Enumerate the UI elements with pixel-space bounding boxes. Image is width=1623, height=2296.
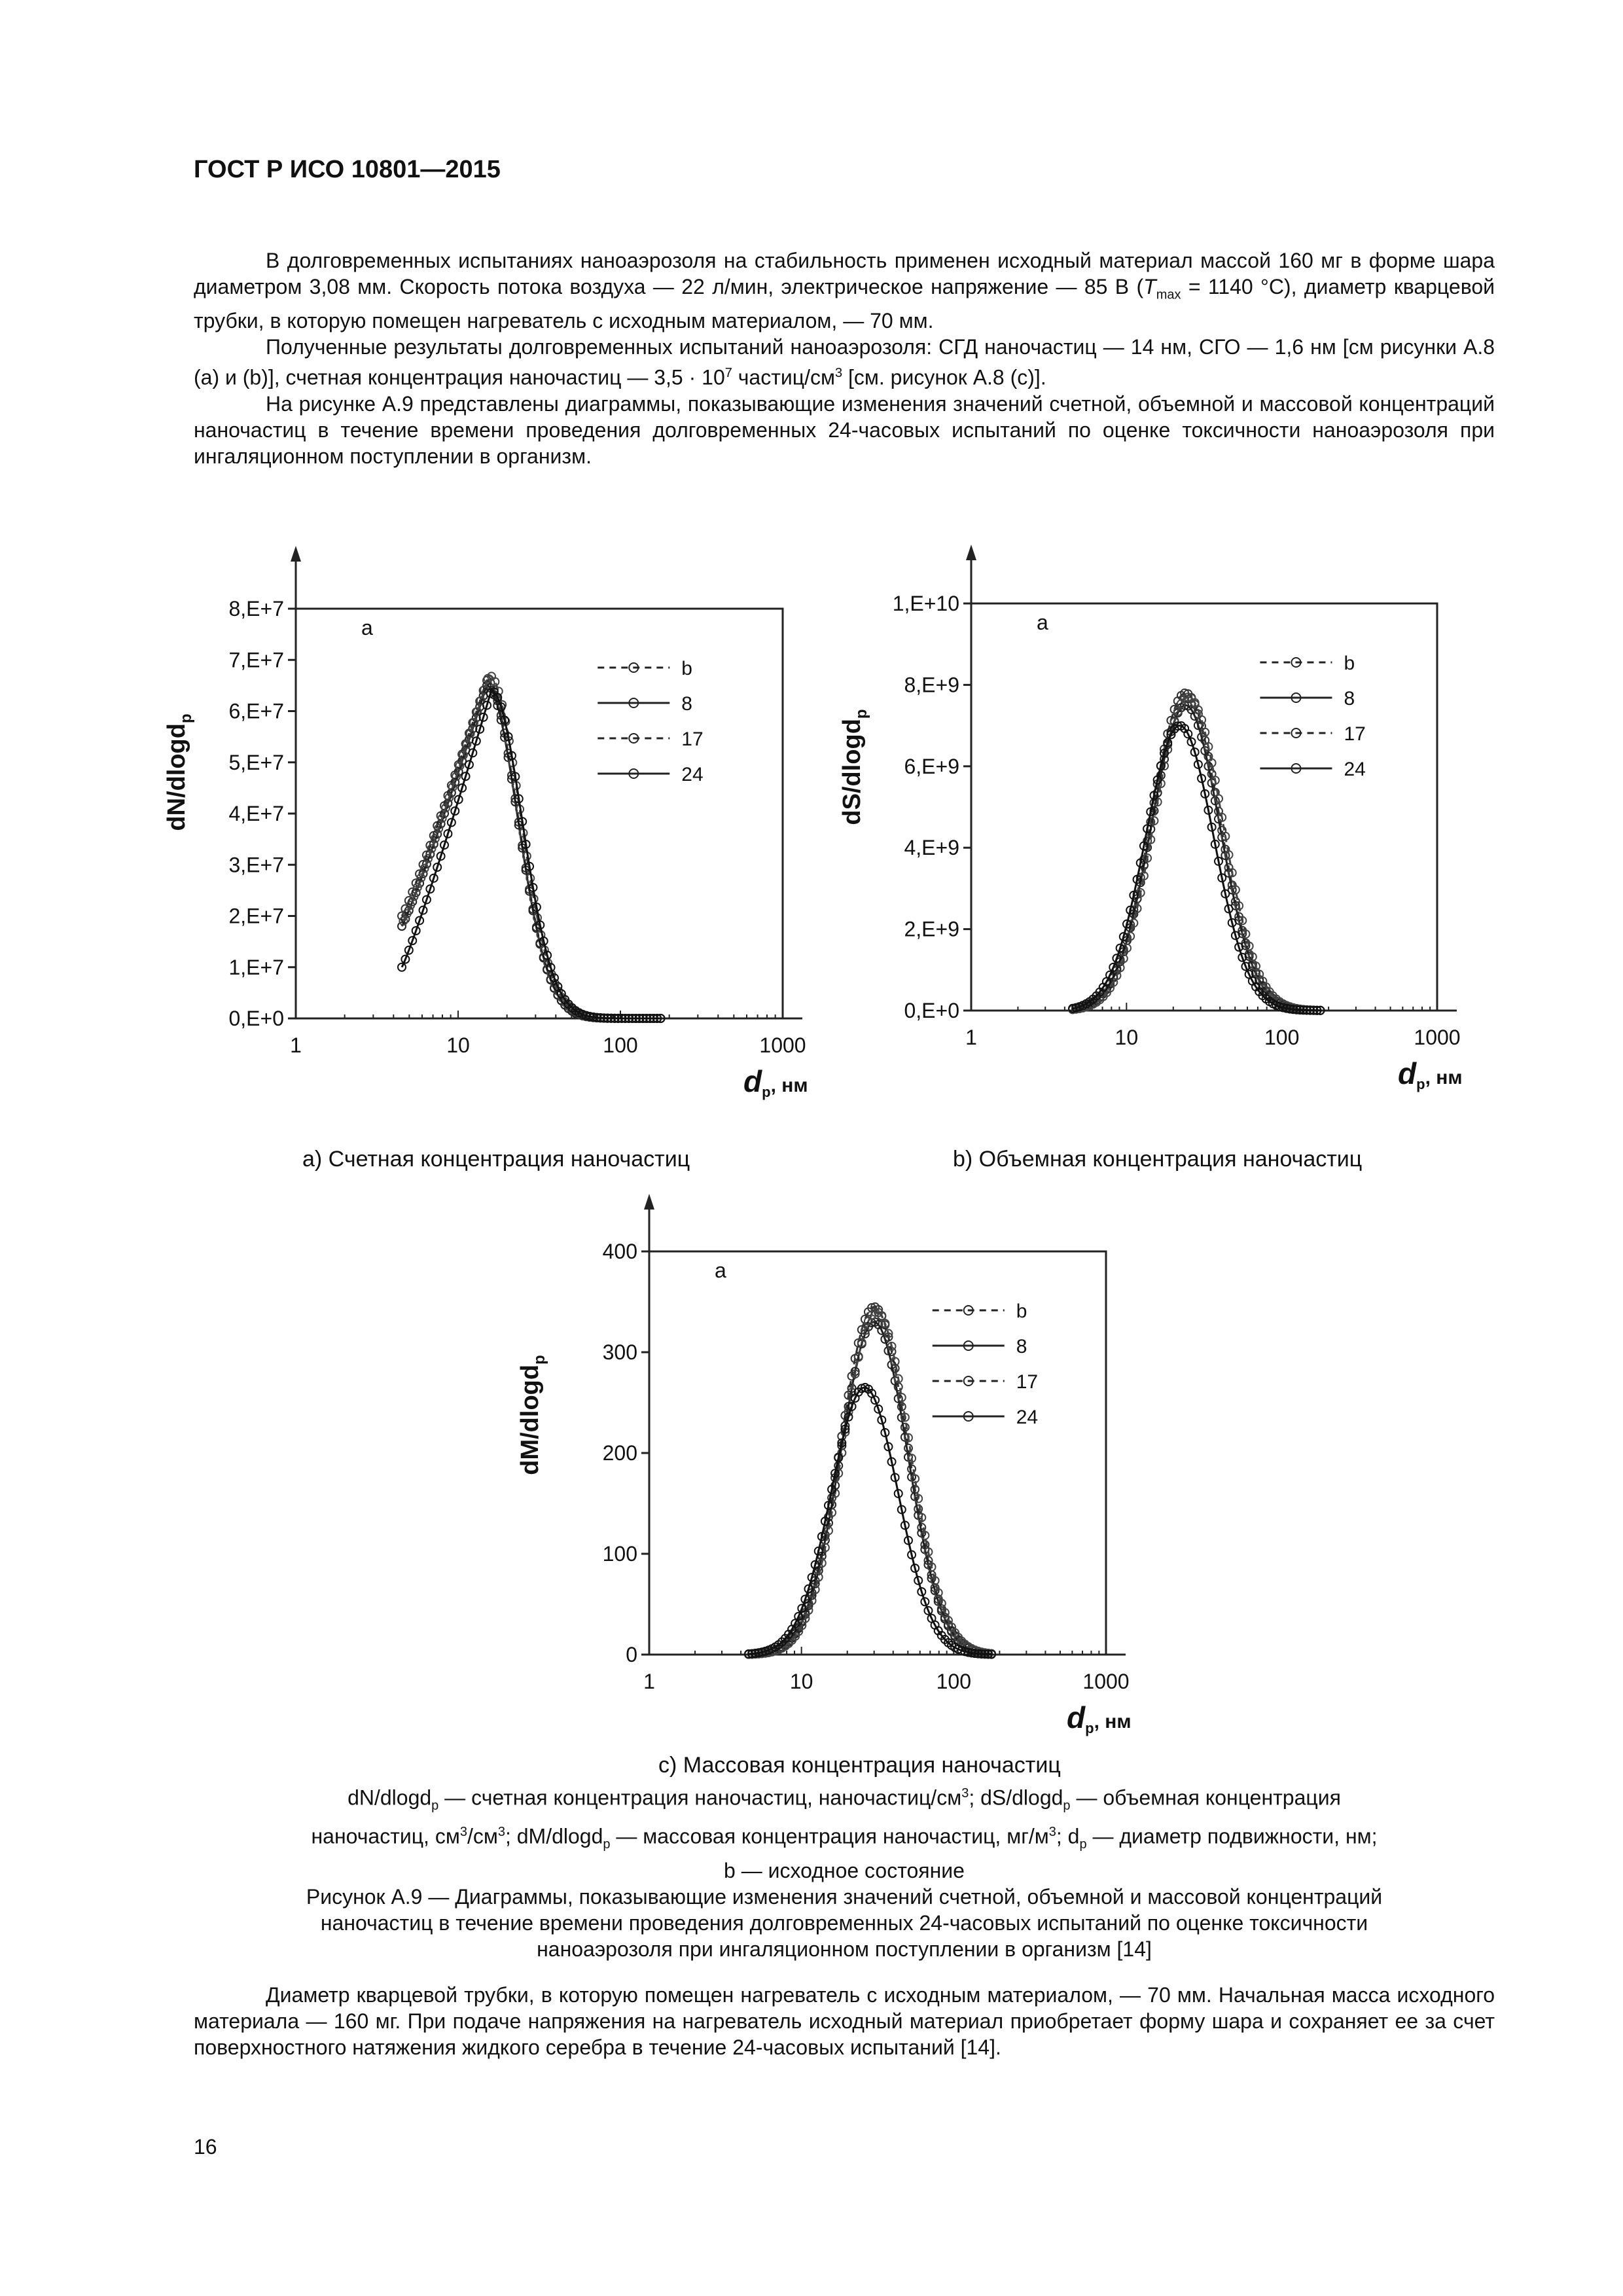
- x-tick-label: 100: [1264, 1026, 1300, 1049]
- legend-label: b: [1344, 653, 1355, 674]
- series-b: [745, 1303, 995, 1659]
- x-axis-label: [743, 1064, 808, 1100]
- y-tick-label: 300: [602, 1340, 637, 1364]
- intro-paragraph-2: Полученные результаты долговременных испытаний наноаэрозоля: СГД наночастиц — 14 нм, СГО — 1,6 нм [см рисунки А.8 (а) и (b)], счетная концентрация наночастиц — $3,5 \cdot 10^7$ частиц/$см^3$ [см. рисунок А.8 (с)].: [194, 335, 1495, 390]
- series-line: [403, 675, 662, 1018]
- series-b: [398, 677, 665, 1022]
- x-axis-label-sub: p: [1416, 1076, 1425, 1092]
- x-tick-label: 100: [936, 1670, 972, 1693]
- y-tick-label: 8,E+9: [904, 673, 959, 697]
- intro-paragraph-3: На рисунке А.9 представлены диаграммы, показывающие изменения значений счетной, объемной и массовой концентраций наночастиц в течение времени проведения долговременных 24-часовых испытаний по оценке токсичности наноаэрозоля при ингаляционном поступлении в организм.: [194, 392, 1495, 469]
- legend-label: 24: [681, 764, 704, 785]
- legend-label: 8: [1344, 688, 1355, 709]
- series-line: [402, 691, 662, 1018]
- series-17: [1069, 693, 1324, 1014]
- y-tick-label: 1,E+10: [892, 592, 959, 615]
- legend-label: 17: [1016, 1371, 1039, 1393]
- figure-title-3: наноаэрозоля при ингаляционном поступлении в организм [14]: [537, 1937, 1152, 1962]
- y-tick-label: 400: [602, 1240, 637, 1263]
- y-tick-label: 4,E+7: [228, 802, 284, 825]
- y-tick-label: 3,E+7: [228, 853, 284, 877]
- x-axis-label-main: d: [743, 1064, 762, 1098]
- legend-line-3: b — исходное состояние: [724, 1859, 965, 1883]
- y-tick-label: 1,E+7: [228, 955, 284, 979]
- series-8: [745, 1318, 995, 1659]
- series-24: [1069, 722, 1324, 1014]
- series-line: [1073, 697, 1321, 1011]
- x-axis-label-unit: , нм: [1094, 1711, 1132, 1732]
- outro-paragraph: Диаметр кварцевой трубки, в которую помещен нагреватель с исходным материалом, — 70 мм. Начальная масса исходного материала — 160 мг. При подаче напряжения на нагреватель исходный материал приобретает форму шара и сохраняет ее за счет поверхностного натяжения жидкого серебра в течение 24-часовых испытаний [14].: [194, 1983, 1495, 2059]
- x-tick-label: 10: [446, 1033, 470, 1057]
- figure-title-2: наночастиц в течение времени проведения долговременных 24-часовых испытаний по оценке токсичности: [320, 1911, 1368, 1935]
- x-tick-label: 1: [965, 1026, 977, 1049]
- figure-title-1: Рисунок А.9 — Диаграммы, показывающие изменения значений счетной, объемной и массовой концентраций: [306, 1885, 1383, 1909]
- y-axis-label-main: dM/dlogd: [516, 1364, 544, 1475]
- y-tick-label: 7,E+7: [228, 648, 284, 672]
- legend-label: b: [1016, 1300, 1027, 1322]
- document-header: ГОСТ Р ИСО 10801—2015: [194, 156, 501, 183]
- series-17: [399, 672, 664, 1022]
- y-axis-arrow: [644, 1194, 654, 1210]
- chart-2: [838, 545, 1463, 1092]
- x-tick-label: 10: [789, 1670, 813, 1693]
- x-axis-label-unit: , нм: [770, 1075, 808, 1096]
- caption-b: b) Объемная концентрация наночастиц: [953, 1147, 1363, 1172]
- x-tick-label: 1000: [1082, 1670, 1130, 1693]
- legend-label: 17: [681, 728, 704, 750]
- panel-letter: a: [715, 1259, 726, 1282]
- y-tick-label: 0,E+0: [228, 1007, 284, 1030]
- series-line: [749, 1388, 993, 1655]
- legend-line-2: наночастиц, $см^3/см^3$; dM/dlogd$_р$ — массовая концентрация наночастиц, $мг/м^3$; $d_р$ — диаметр подвижности, нм;: [311, 1824, 1378, 1852]
- chart-legend: [933, 1300, 1038, 1428]
- x-axis-label-sub: p: [762, 1084, 771, 1100]
- chart-1: [163, 546, 808, 1100]
- legend-label: 8: [1016, 1336, 1027, 1357]
- y-axis-label: [163, 713, 195, 831]
- y-tick-label: 4,E+9: [904, 836, 959, 860]
- y-axis-label-sub: p: [177, 713, 195, 724]
- x-tick-label: 1000: [759, 1033, 806, 1057]
- x-axis-label-main: d: [1398, 1056, 1417, 1090]
- y-tick-label: 6,E+7: [228, 699, 284, 723]
- y-axis-label-main: dN/dlogd: [163, 723, 190, 831]
- x-axis-label-main: d: [1067, 1700, 1086, 1734]
- chart-legend: [1260, 653, 1365, 780]
- x-tick-label: 100: [603, 1033, 638, 1057]
- x-tick-label: 1: [643, 1670, 655, 1693]
- series-17: [745, 1308, 995, 1659]
- y-tick-label: 200: [602, 1441, 637, 1465]
- series-line: [402, 681, 662, 1018]
- y-tick-label: 8,E+7: [228, 597, 284, 620]
- x-tick-label: 1000: [1414, 1026, 1461, 1049]
- legend-label: 24: [1016, 1407, 1039, 1428]
- legend-label: 8: [681, 693, 692, 715]
- caption-a: а) Счетная концентрация наночастиц: [302, 1147, 690, 1172]
- x-axis-label-unit: , нм: [1425, 1067, 1463, 1088]
- series-8: [398, 681, 665, 1022]
- y-axis-arrow: [966, 545, 976, 560]
- chart-legend: [597, 658, 703, 785]
- y-axis-label-sub: p: [531, 1355, 548, 1365]
- legend-line-1: dN/dlogd$_р$ — счетная концентрация наночастиц, наночастиц/$см^3$; dS/dlogd$_р$ — объемная концентрация: [348, 1785, 1341, 1814]
- panel-letter: a: [361, 616, 373, 639]
- y-tick-label: 2,E+9: [904, 917, 959, 941]
- y-tick-label: 6,E+9: [904, 754, 959, 778]
- legend-label: 24: [1344, 759, 1366, 780]
- y-axis-label-sub: p: [853, 709, 870, 719]
- x-tick-label: 1: [290, 1033, 302, 1057]
- outro-text: [194, 1982, 1495, 2060]
- series-line: [749, 1307, 993, 1655]
- x-axis-label: [1067, 1700, 1132, 1736]
- series-24: [745, 1384, 995, 1659]
- y-axis-label: [516, 1355, 548, 1475]
- caption-c: с) Массовая концентрация наночастиц: [658, 1753, 1061, 1778]
- y-tick-label: 100: [602, 1542, 637, 1566]
- legend-label: b: [681, 658, 692, 679]
- plot-frame: [971, 603, 1437, 1011]
- y-axis-arrow: [291, 546, 301, 562]
- page-number: 16: [194, 2135, 217, 2159]
- y-tick-label: 0,E+0: [904, 999, 959, 1022]
- x-axis-label-sub: p: [1085, 1720, 1094, 1736]
- y-axis-label-main: dS/dlogd: [838, 719, 866, 825]
- y-tick-label: 2,E+7: [228, 904, 284, 928]
- series-b: [1069, 689, 1324, 1014]
- y-tick-label: 0: [626, 1643, 637, 1666]
- chart-3: [516, 1194, 1132, 1736]
- y-axis-label: [838, 709, 870, 825]
- x-tick-label: 10: [1115, 1026, 1139, 1049]
- series-line: [749, 1312, 993, 1654]
- legend-label: 17: [1344, 723, 1366, 745]
- figure-legend: [194, 1780, 1495, 1962]
- series-line: [749, 1322, 993, 1655]
- intro-paragraph-1: В долговременных испытаниях наноаэрозоля на стабильность применен исходный материал массой 160 мг в форме шара диаметром 3,08 мм. Скорость потока воздуха — 22 л/мин, электрическое напряжение — 85 В ($T_{max} = 1140$ °С), диаметр кварцевой трубки, в которую помещен нагреватель с исходным материалом, — 70 мм.: [194, 249, 1495, 333]
- y-tick-label: 5,E+7: [228, 750, 284, 774]
- x-axis-label: [1398, 1056, 1463, 1092]
- panel-letter: a: [1037, 611, 1048, 634]
- series-line: [1073, 693, 1321, 1011]
